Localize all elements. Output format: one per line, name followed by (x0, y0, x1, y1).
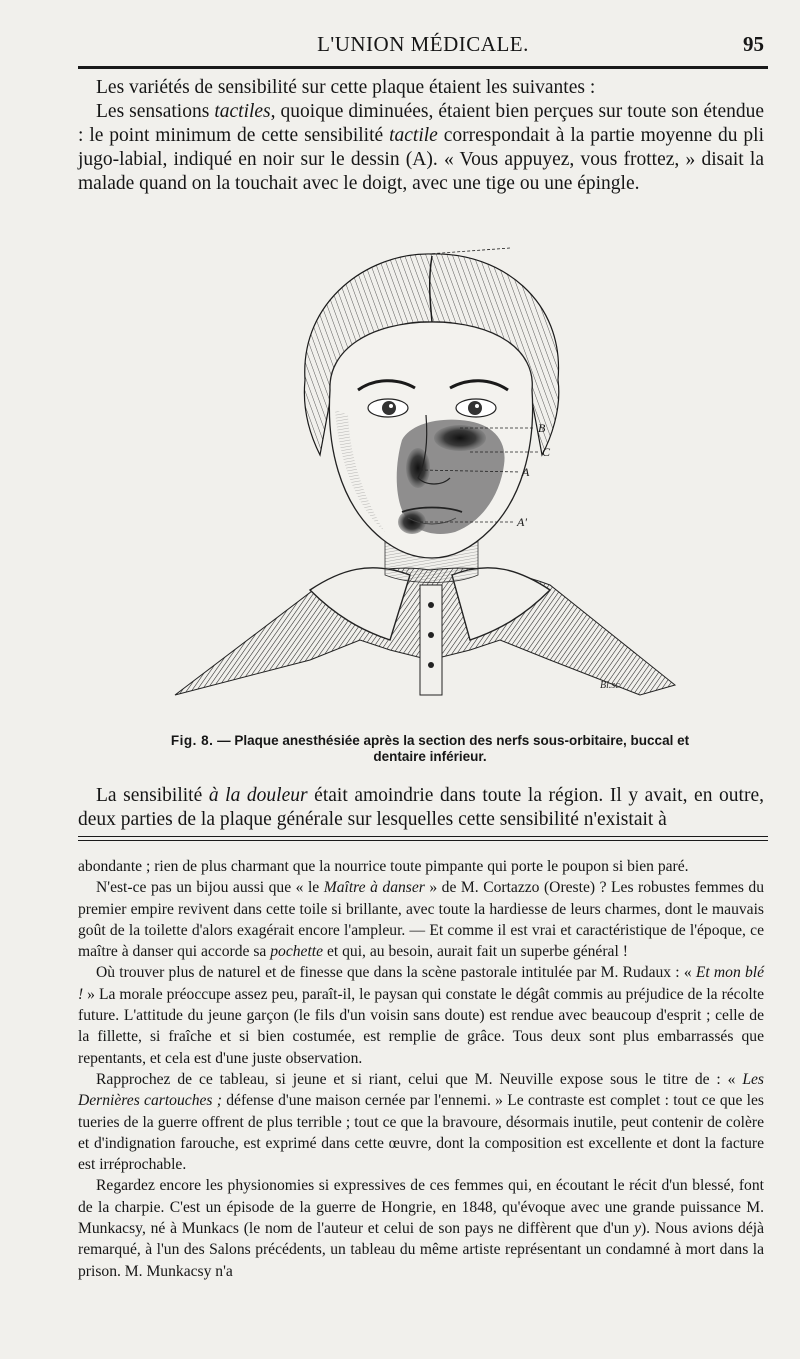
feuilleton-text (78, 856, 764, 1282)
header-rule (78, 66, 768, 69)
button (428, 632, 434, 638)
paragraph (78, 877, 764, 962)
page-number: 95 (743, 32, 764, 56)
text-span: et qui, au besoin, aurait fait un superbe général ! (323, 943, 628, 961)
paragraph (78, 76, 764, 100)
italic-span: tactile (389, 125, 438, 146)
text-span: » La morale préoccupe assez peu, paraît-il, le paysan qui constate le dégât commis au préjudice de la récolte future. L'attitude du jeune garçon (le fils d'un voisin sans doute) est rendue avec beaucoup d'esprit ; celle de la fillette, si fraîche et si bien costumée, est remplie de grâce. Tous deux sont plus embarrassés que repentants, et cela est d'une juste observation. (78, 985, 764, 1067)
patch-A (406, 448, 430, 488)
figure-label-C: C (542, 445, 551, 459)
italic-span: Et mon blé ! (78, 964, 764, 1003)
engraving-figure (170, 240, 690, 720)
eye-highlight (475, 404, 479, 408)
figure-label-B: B (538, 421, 546, 435)
feuilleton-rule-top (78, 836, 768, 837)
upper-text (78, 76, 764, 196)
iris (468, 401, 482, 415)
text-span: » de M. Cortazzo (Oreste) ? Les robustes femmes du premier empire revivent dans cette toile si brillante, avec toute la hardiesse de leurs charmes, dont le mauvais goût de la toilette d'alors exagérait encore l'ampleur. — Et comme il est vrai et caractéristique de l'époque, ce maître à danser qui accorde sa (78, 879, 764, 961)
button (428, 602, 434, 608)
running-head (78, 30, 768, 64)
text-span: Les sensations (96, 101, 215, 122)
italic-span: Maître à danser (323, 879, 425, 897)
paragraph (78, 962, 764, 1068)
patch-B (434, 425, 486, 451)
leader-line (428, 248, 510, 254)
paragraph (78, 1175, 764, 1281)
caption-figure-number: Fig. 8. (170, 733, 214, 748)
italic-span: y (634, 1220, 641, 1238)
text-span: N'est-ce pas un bijou aussi que « le (96, 879, 324, 897)
paragraph (78, 100, 764, 196)
running-title: L'UNION MÉDICALE. (317, 32, 529, 56)
text-span: , quoique diminuées, étaient bien perçues sur toute son étendue : le point minimum de cette sensibilité (78, 101, 765, 146)
lower-text (78, 784, 764, 832)
figure-label-A-prime: A' (517, 515, 527, 529)
text-span: Rapprochez de ce tableau, si jeune et si riant, celui que M. Neuville expose sous le titre de : « (96, 1070, 743, 1088)
eye-highlight (389, 404, 393, 408)
paragraph (78, 856, 764, 877)
button (428, 662, 434, 668)
placket (420, 585, 442, 695)
engraver-signature: Bl.sc. (600, 680, 623, 691)
italic-span: Les Dernières cartouches ; (78, 1070, 764, 1110)
iris (382, 401, 396, 415)
italic-span: à la douleur (208, 785, 308, 806)
italic-span: tactiles (214, 101, 271, 122)
text-span: abondante ; rien de plus charmant que la nourrice toute pimpante qui porte le poupon si bien paré. (78, 858, 689, 875)
paragraph (78, 1069, 764, 1175)
text-span: ). Nous avions déjà remarqué, à l'un des Salons précédents, un tableau du même artiste représentant un condamné à mort dans la prison. M. Munkacsy n'a (78, 1220, 764, 1280)
text-span: Les variétés de sensibilité sur cette plaque étaient les suivantes : (96, 77, 596, 98)
feuilleton-rule-bottom (78, 840, 768, 841)
text-span: Où trouver plus de naturel et de finesse que dans la scène pastorale intitulée par M. Rudaux : « (96, 964, 696, 982)
text-span: défense d'une maison cernée par l'ennemi. » Le contraste est complet : tout ce que les tueries de la guerre offrent de plus terrible ; tout ce que la bravoure, désormais inutile, peut contenir de colère et d'indignation farouche, est exprimé dans cette œuvre, dont la composition est excellente et dont la facture est irréprochable. (78, 1092, 764, 1174)
figure-label-A: A (522, 465, 530, 479)
paragraph (78, 784, 764, 832)
italic-span: pochette (270, 943, 324, 961)
caption-text: — Plaque anesthésiée après la section des nerfs sous-orbitaire, buccal et dentaire inférieur. (213, 733, 690, 764)
text-span: était amoindrie dans toute la région. Il y avait, en outre, deux parties de la plaque générale sur lesquelles cette sensibilité n'existait à (78, 785, 764, 830)
text-span: Regardez encore les physionomies si expressives de ces femmes qui, en écoutant le récit d'un blessé, font de la charpie. C'est un épisode de la guerre de Hongrie, en 1848, qu'évoque avec une grande puissance M. Munkacsy, né à Munkacs (le nom de l'auteur et celui de son pays ne diffèrent que d'un (78, 1177, 764, 1238)
text-span: correspondait à la partie moyenne du pli jugo-labial, indiqué en noir sur le dessin (A). « Vous appuyez, vous frottez, » disait la malade quand on la touchait avec le doigt, avec une tige ou une épingle. (78, 125, 764, 194)
text-span: La sensibilité (96, 785, 209, 806)
figure-caption (150, 733, 710, 765)
